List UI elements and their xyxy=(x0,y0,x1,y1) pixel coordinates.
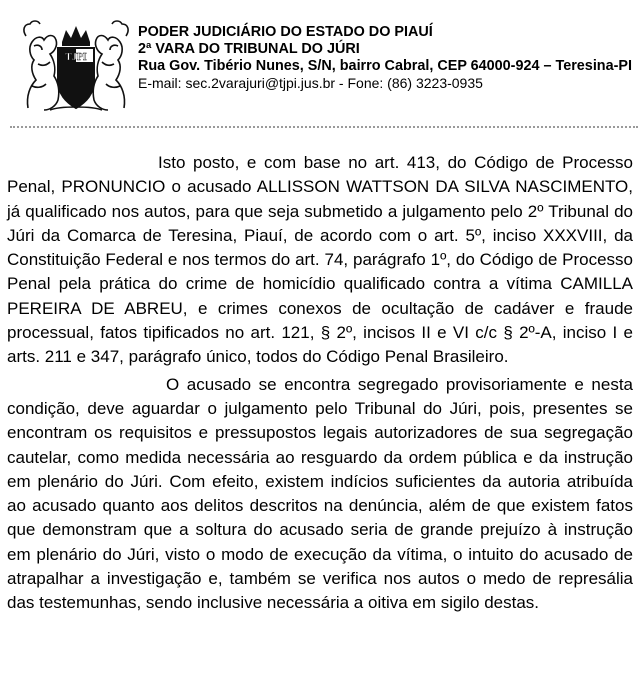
court-contact: E-mail: sec.2varajuri@tjpi.jus.br - Fone: (86) 3223-0935 xyxy=(138,75,483,91)
court-coat-of-arms-icon xyxy=(20,16,132,114)
letterhead-text xyxy=(138,24,638,92)
paragraph-pronuncia: Isto posto, e com base no art. 413, do Código de Processo Penal, PRONUNCIO o acusado ALLISSON WATTSON DA SILVA NASCIMENTO, já qualificado nos autos, para que seja submetido a julgamento pelo 2º Tribunal do Júri da Comarca de Teresina, Piauí, de acordo com o art. 5º, inciso XXXVIII, da Constituição Federal e nos termos do art. 74, parágrafo 1º, do Código de Processo Penal pela prática do crime de homicídio qualificado contra a vítima CAMILLA PEREIRA DE ABREU, e crimes conexos de ocultação de cadáver e fraude processual, fatos tipificados no art. 121, § 2º, incisos II e VI c/c § 2º-A, inciso I e arts. 211 e 347, parágrafo único, todos do Código Penal Brasileiro. xyxy=(7,153,633,367)
letterhead xyxy=(0,0,640,128)
court-name: 2ª VARA DO TRIBUNAL DO JÚRI xyxy=(138,41,360,57)
paragraph-segregacao: O acusado se encontra segregado provisoriamente e nesta condição, deve aguardar o julgamento pelo Tribunal do Júri, pois, presentes se encontram os requisitos e pressupostos legais autorizadores de sua segregação cautelar, como medida necessária ao resguardo da ordem pública e da instrução em plenário do Júri. Com efeito, existem indícios suficientes da autoria atribuída ao acusado quanto aos delitos descritos na denúncia, além de que existem fatos que demonstram que a soltura do acusado seria de grande prejuízo à instrução em plenário do Júri, visto o modo de execução da vítima, o intuito do acusado de atrapalhar a investigação e, também se verifica nos autos o medo de represália das testemunhas, sendo inclusive necessária a oitiva em sigilo destas. xyxy=(7,374,633,613)
court-address: Rua Gov. Tibério Nunes, S/N, bairro Cabral, CEP 64000-924 – Teresina-PI xyxy=(138,58,632,74)
institution-name: PODER JUDICIÁRIO DO ESTADO DO PIAUÍ xyxy=(138,24,433,40)
document-body xyxy=(7,151,633,616)
svg-text:TJPI: TJPI xyxy=(65,52,87,63)
header-divider xyxy=(10,126,638,128)
